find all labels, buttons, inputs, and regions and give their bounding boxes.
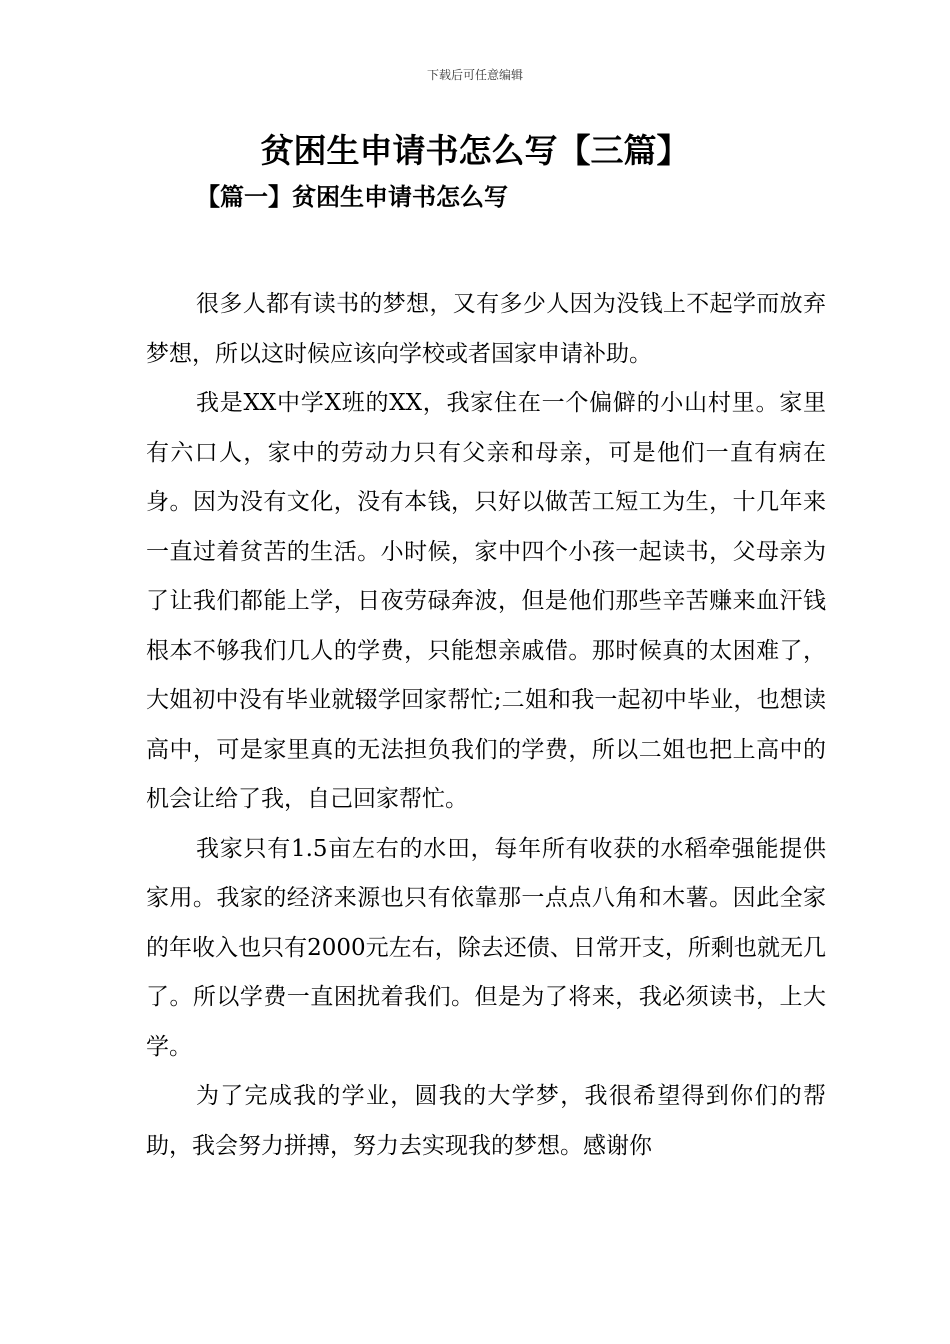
paragraph: 我家只有1.5亩左右的水田，每年所有收获的水稻牵强能提供家用。我家的经济来源也只有依靠那一点点八角和木薯。因此全家的年收入也只有2000元左右，除去还债、日常开支，所剩也就无几了。所以学费一直困扰着我们。但是为了将来，我必须读书，上大学。 [146,835,826,1060]
paragraph: 为了完成我的学业，圆我的大学梦，我很希望得到你们的帮助，我会努力拼搏，努力去实现我的梦想。感谢你 [146,1083,826,1159]
header-note: 下载后可任意编辑 [426,68,523,82]
paragraph: 我是XX中学X班的XX，我家住在一个偏僻的小山村里。家里有六口人，家中的劳动力只有父亲和母亲，可是他们一直有病在身。因为没有文化，没有本钱，只好以做苦工短工为生，十几年来一直过着贫苦的生活。小时候，家中四个小孩一起读书，父母亲为了让我们都能上学，日夜劳碌奔波，但是他们那些辛苦赚来血汗钱根本不够我们几人的学费，只能想亲戚借。那时候真的太困难了，大姐初中没有毕业就辍学回家帮忙;二姐和我一起初中毕业，也想读高中，可是家里真的无法担负我们的学费，所以二姐也把上高中的机会让给了我，自己回家帮忙。 [146,390,826,812]
section-heading: 【篇一】贫困生申请书怎么写 [196,182,508,211]
body-text [146,280,826,1171]
paragraph: 很多人都有读书的梦想，又有多少人因为没钱上不起学而放弃梦想，所以这时候应该向学校或者国家申请补助。 [146,291,826,367]
document-title: 贫困生申请书怎么写【三篇】 [260,131,690,170]
